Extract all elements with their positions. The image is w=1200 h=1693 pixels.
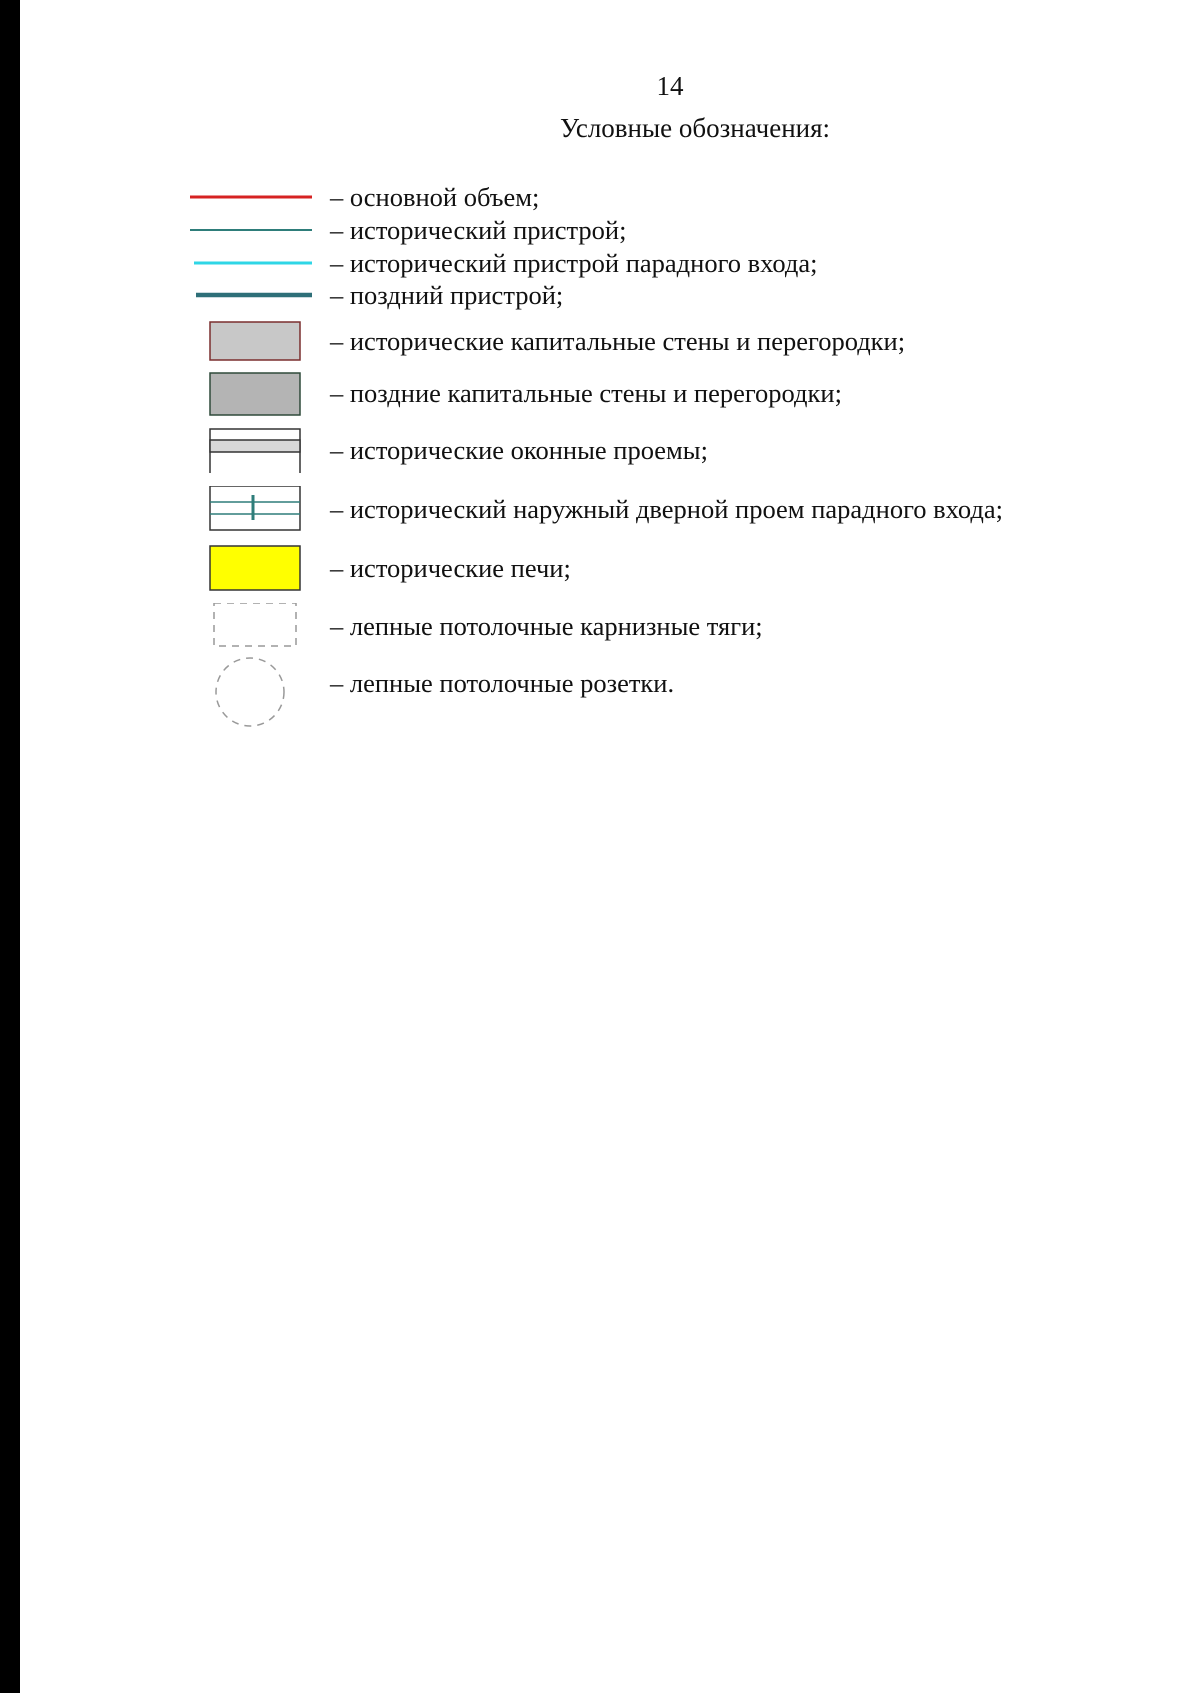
dark-gray-rect-icon (210, 373, 300, 415)
legend-label: – лепные потолочные розетки. (330, 668, 675, 698)
legend-label: – исторический пристрой; (330, 215, 627, 245)
legend-item-historic-walls (190, 318, 1180, 364)
legend-label: – исторический наружный дверной проем парадного входа; (330, 494, 1004, 524)
window-opening-symbol (190, 427, 320, 473)
dashed-circle-icon (216, 658, 284, 726)
light-gray-rect-symbol (190, 318, 320, 364)
yellow-rect-symbol (190, 545, 320, 591)
dashed-circle-symbol (190, 656, 320, 736)
dashed-rect-icon (214, 603, 296, 646)
door-opening-symbol (190, 486, 320, 532)
legend-item-historic-stoves (190, 545, 1180, 591)
window-opening-icon (210, 440, 300, 452)
legend-label: – основной объем; (330, 182, 540, 212)
legend-item-cornice-moldings (190, 603, 1180, 649)
dark-gray-rect-symbol (190, 370, 320, 416)
yellow-rect-icon (210, 546, 300, 590)
scan-edge (0, 0, 20, 1693)
light-gray-rect-icon (210, 322, 300, 360)
page-number: 14 (656, 71, 684, 101)
legend-label: – поздние капитальные стены и перегородки; (330, 378, 842, 408)
dashed-rect-symbol (190, 603, 320, 649)
legend-label: – лепные потолочные карнизные тяги; (330, 611, 763, 641)
thick-line-symbol (190, 272, 320, 318)
legend-label: – поздний пристрой; (330, 280, 564, 310)
legend-item-late-annex (190, 272, 1180, 318)
legend-item-front-door-opening (190, 486, 1180, 532)
legend-item-ceiling-rosettes (190, 660, 1180, 706)
legend-item-window-openings (190, 427, 1180, 473)
legend-item-late-walls (190, 370, 1180, 416)
legend-label: – исторические оконные проемы; (330, 435, 708, 465)
legend-label: – исторические капитальные стены и перегородки; (330, 326, 906, 356)
legend-label: – исторические печи; (330, 553, 571, 583)
legend-label: – исторический пристрой парадного входа; (330, 248, 818, 278)
legend-title: Условные обозначения: (559, 113, 831, 143)
